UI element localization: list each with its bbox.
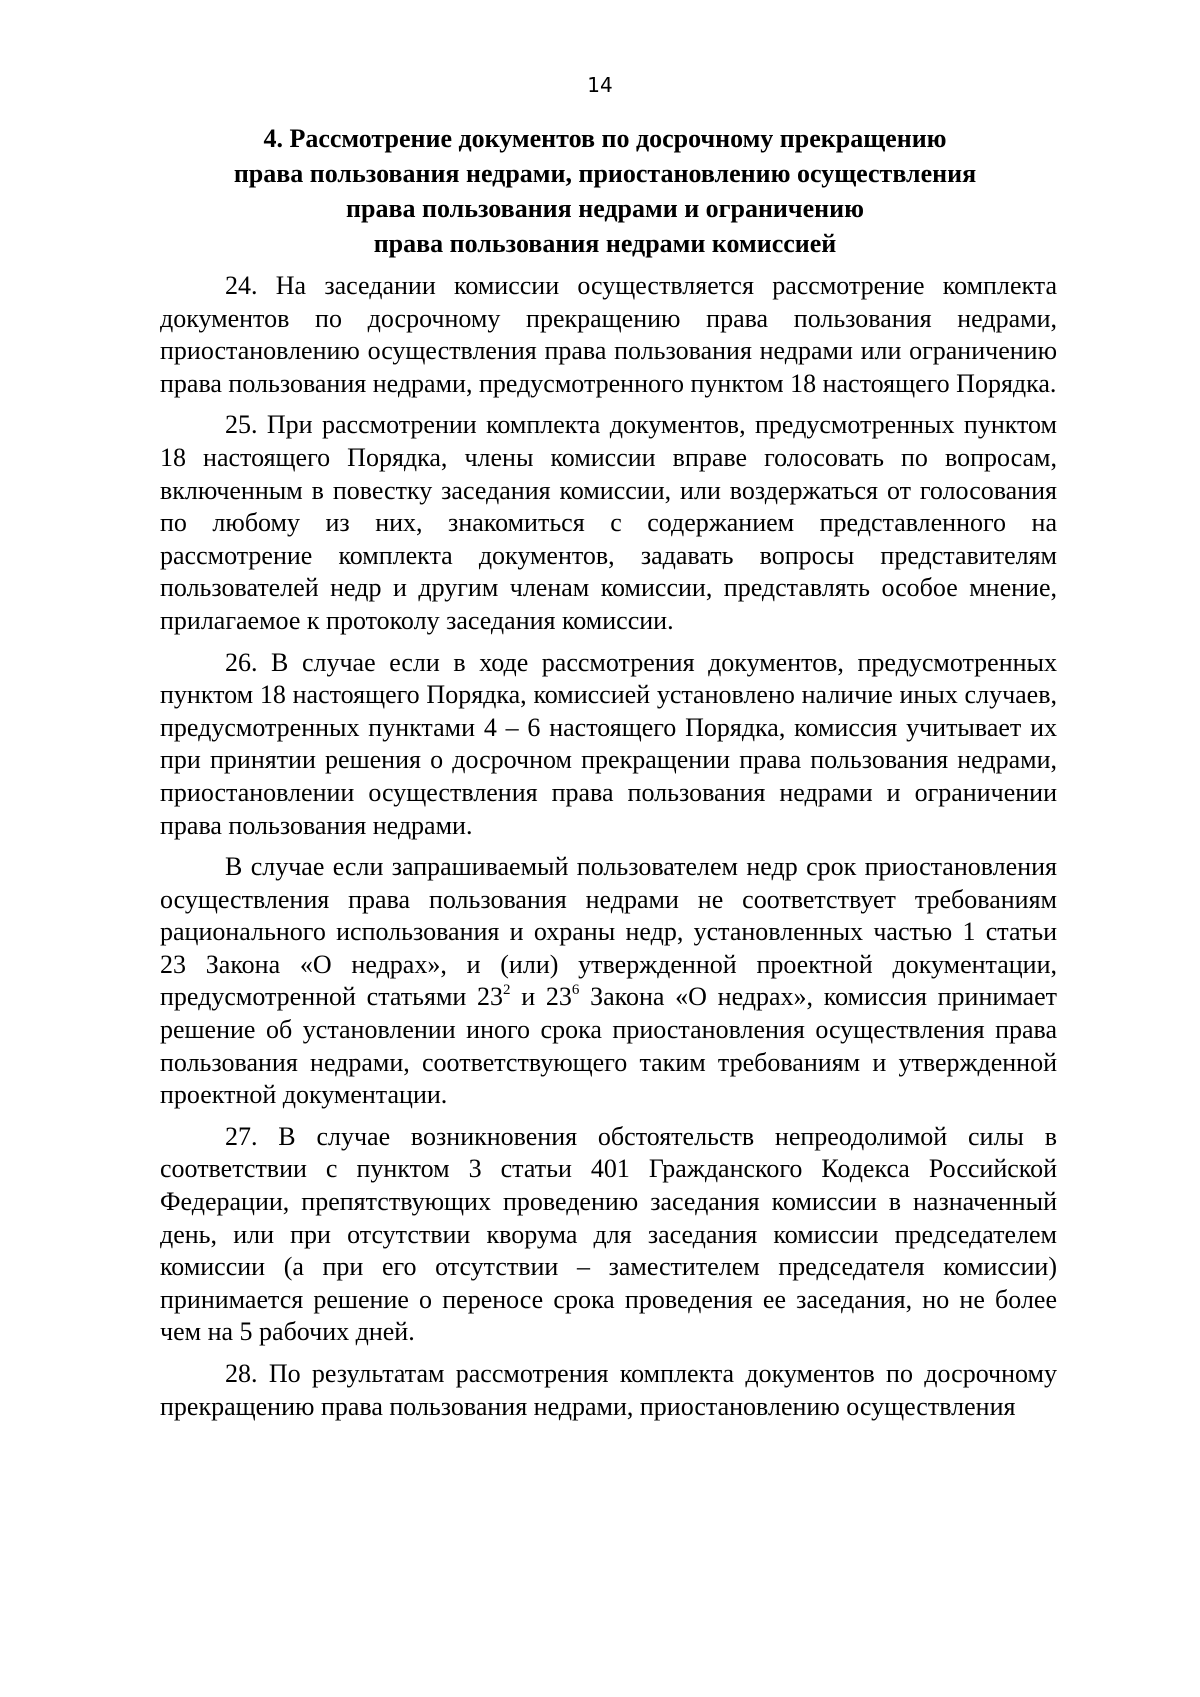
section-heading bbox=[160, 121, 1050, 261]
heading-line: 4. Рассмотрение документов по досрочному прекращению bbox=[263, 124, 947, 153]
paragraph-26: 26. В случае если в ходе рассмотрения документов, предусмотренных пунктом 18 настоящего Порядка, комиссией установлено наличие иных случаев, предусмотренных пунктами 4 – 6 настоящего Порядка, комиссия учитывает их при принятии решения о досрочном прекращении права пользования недрами, приостановлении осуществления права пользования недрами и ограничении права пользования недрами. bbox=[160, 647, 1057, 840]
paragraph-text: Закона «О недрах», комиссия принимает решение об установлении иного срока приостановления осуществления права пользования недрами, соответствующего таким требованиям и утвержденной проектной документации. bbox=[160, 982, 1057, 1110]
document-body bbox=[160, 270, 1057, 1423]
paragraph-27: 27. В случае возникновения обстоятельств непреодолимой силы в соответствии с пунктом 3 статьи 401 Гражданского Кодекса Российской Федерации, препятствующих проведению заседания комиссии в назначенный день, или при отсутствии кворума для заседания комиссии председателем комиссии (а при его отсутствии – заместителем председателя комиссии) принимается решение о переносе срока проведения ее заседания, но не более чем на 5 рабочих дней. bbox=[160, 1121, 1057, 1347]
superscript: 6 bbox=[571, 982, 580, 999]
heading-line: права пользования недрами и ограничению bbox=[346, 194, 864, 223]
paragraph-text: В случае если запрашиваемый пользователем недр срок приостановления осуществления права пользования недрами не соответствует требованиям рационального использования и охраны недр, установленных частью 1 статьи 23 Закона «О недрах», и (или) утвержденной проектной документации, предусмотренной статьями 23 bbox=[160, 852, 1057, 1012]
paragraph-24: 24. На заседании комиссии осуществляется рассмотрение комплекта документов по досрочному прекращению права пользования недрами, приостановлению осуществления права пользования недрами или ограничению права пользования недрами, предусмотренного пунктом 18 настоящего Порядка. bbox=[160, 271, 1057, 398]
heading-line: права пользования недрами комиссией bbox=[373, 229, 837, 258]
paragraph-26-continuation bbox=[160, 851, 1057, 1112]
paragraph-28: 28. По результатам рассмотрения комплекта документов по досрочному прекращению права пользования недрами, приостановлению осуществления bbox=[160, 1359, 1057, 1421]
paragraph-25: 25. При рассмотрении комплекта документов, предусмотренных пунктом 18 настоящего Порядка, члены комиссии вправе голосовать по вопросам, включенным в повестку заседания комиссии, или воздержаться от голосования по любому из них, знакомиться с содержанием представленного на рассмотрение комплекта документов, задавать вопросы представителям пользователей недр и другим членам комиссии, представлять особое мнение, прилагаемое к протоколу заседания комиссии. bbox=[160, 410, 1057, 635]
heading-line: права пользования недрами, приостановлению осуществления bbox=[233, 159, 977, 188]
paragraph-text: и 23 bbox=[510, 982, 572, 1012]
superscript: 2 bbox=[503, 982, 511, 999]
page-number: 14 bbox=[587, 73, 613, 97]
